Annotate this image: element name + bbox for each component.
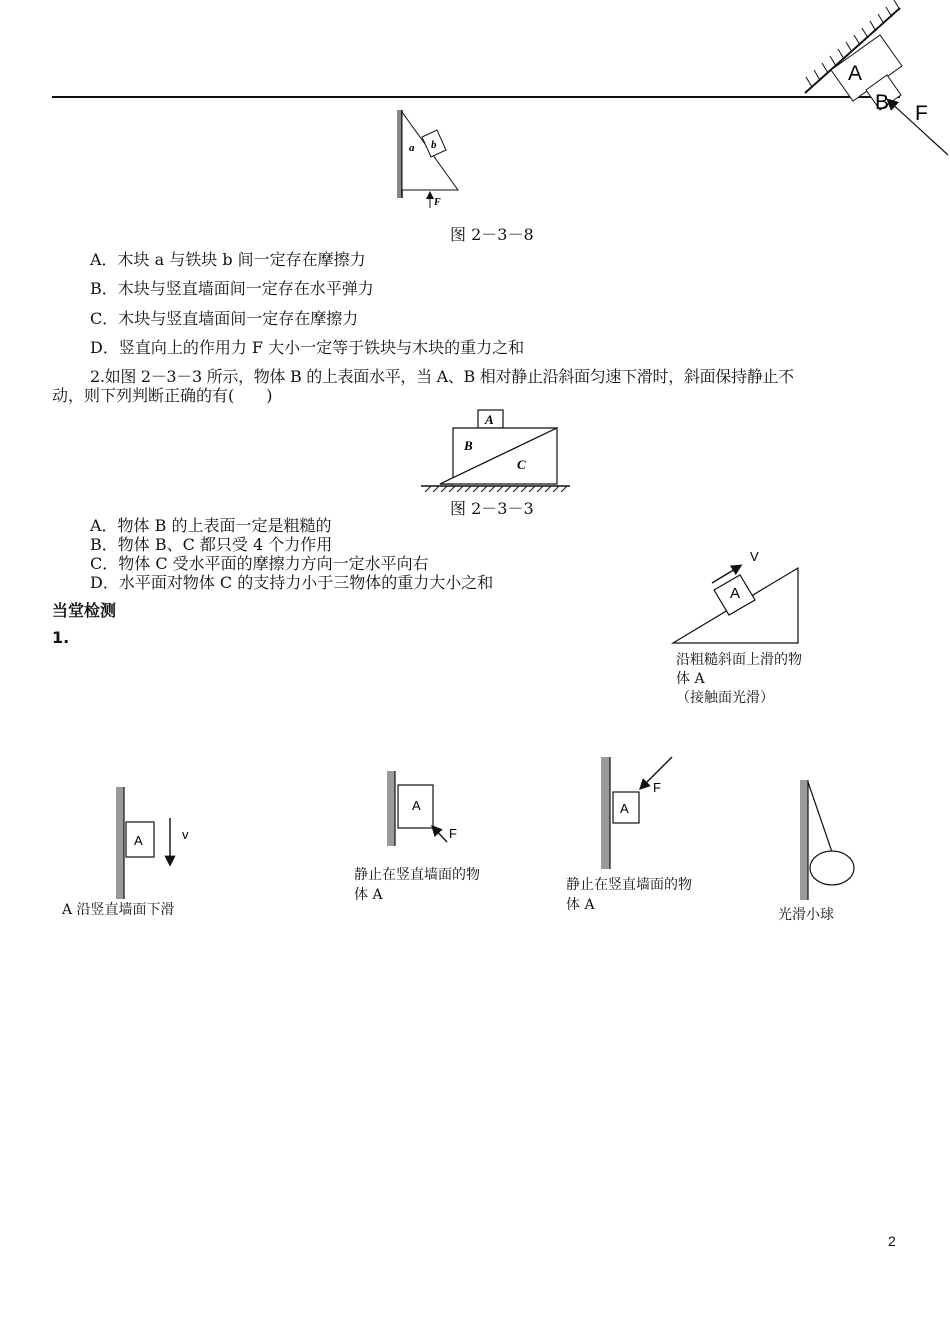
q1-option-a: A．木块 a 与铁块 b 间一定存在摩擦力 <box>90 250 366 269</box>
q1-option-d: D．竖直向上的作用力 F 大小一定等于铁块与木块的重力之和 <box>90 338 525 357</box>
incline-diagram <box>670 545 810 650</box>
wall <box>387 771 395 846</box>
figure-caption-2-3-3: 图 2－3－3 <box>450 499 534 518</box>
item-number: 1. <box>52 628 70 647</box>
wall <box>116 787 124 899</box>
label-f: F <box>915 102 928 125</box>
header-incline-diagram <box>790 0 950 160</box>
string <box>808 782 832 852</box>
q2-option-c: C．物体 C 受水平面的摩擦力方向一定水平向右 <box>90 554 429 573</box>
incline-caption-line1: 沿粗糙斜面上滑的物 <box>676 652 802 668</box>
wall-diagram-3-caption-line1: 静止在竖直墙面的物 <box>566 877 692 893</box>
wall-diagram-2-caption-line1: 静止在竖直墙面的物 <box>354 867 480 883</box>
label-a: A <box>848 62 863 85</box>
wall-diagram-1-caption: A 沿竖直墙面下滑 <box>62 902 175 918</box>
wall-diagram-2 <box>380 765 470 855</box>
wall <box>601 757 610 869</box>
q2-option-a: A．物体 B 的上表面一定是粗糙的 <box>90 516 332 535</box>
label-a: A <box>412 798 421 813</box>
q2-stem-line1: 2.如图 2－3－3 所示，物体 B 的上表面水平，当 A、B 相对静止沿斜面匀速下滑时，斜面保持静止不 <box>90 367 794 386</box>
label-b: B <box>875 91 890 114</box>
page-number: 2 <box>888 1233 896 1249</box>
label-a: a <box>409 142 415 154</box>
label-c: C <box>517 457 526 472</box>
force-f-arrow <box>433 827 447 842</box>
label-b: b <box>431 139 437 151</box>
incline-caption-line2: 体 A <box>676 671 705 687</box>
q2-option-d: D．水平面对物体 C 的支持力小于三物体的重力大小之和 <box>90 573 494 592</box>
q2-option-b: B．物体 B、C 都只受 4 个力作用 <box>90 535 333 554</box>
q1-option-c: C．木块与竖直墙面间一定存在摩擦力 <box>90 309 359 328</box>
wall-diagram-4 <box>795 775 865 905</box>
ground-hatch <box>425 486 567 492</box>
incline-caption-line3: （接触面光滑） <box>676 690 774 706</box>
wall-diagram-2-caption-line2: 体 A <box>354 887 383 903</box>
label-f: F <box>434 197 441 208</box>
label-a: A <box>730 585 741 602</box>
label-f: F <box>449 826 457 841</box>
section-title: 当堂检测 <box>52 601 117 620</box>
label-b: B <box>464 438 473 453</box>
q2-stem-line2: 动，则下列判断正确的有( ) <box>52 386 273 405</box>
figure-2-3-8 <box>390 105 470 215</box>
label-v: V <box>750 549 759 564</box>
smooth-ball <box>810 851 854 885</box>
label-f: F <box>653 780 661 795</box>
figure-caption-2-3-8: 图 2－3－8 <box>450 225 534 244</box>
q1-option-b: B．木块与竖直墙面间一定存在水平弹力 <box>90 279 374 298</box>
label-a: A <box>485 412 494 427</box>
wall-diagram-3-caption-line2: 体 A <box>566 897 595 913</box>
header-rule <box>52 96 900 98</box>
figure-2-3-3 <box>415 405 575 495</box>
label-v: v <box>182 827 189 842</box>
wall-diagram-4-caption: 光滑小球 <box>778 907 834 923</box>
wall-diagram-1 <box>110 780 200 905</box>
wall <box>800 780 808 900</box>
label-a: A <box>620 801 629 816</box>
wall-diagram-3 <box>595 750 675 875</box>
label-a: A <box>134 833 143 848</box>
